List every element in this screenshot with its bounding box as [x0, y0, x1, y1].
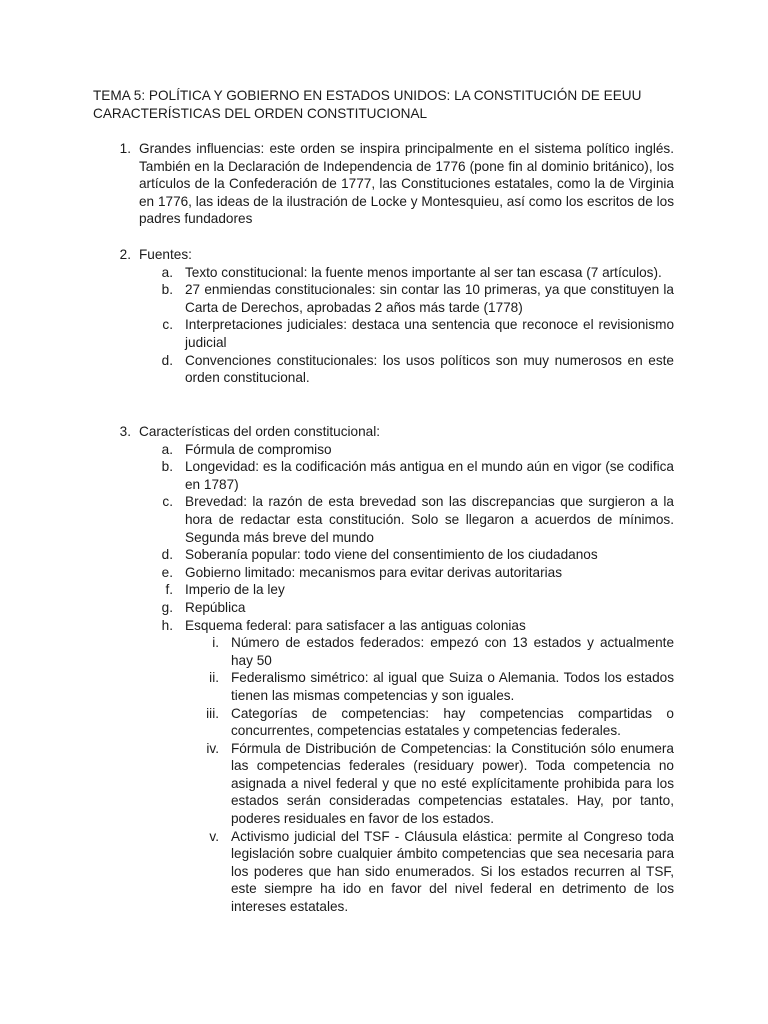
- sublist-item: [139, 264, 674, 282]
- roman-text: Categorías de competencias: hay competencias compartidas o concurrentes, competencias estatales y competencias federales.: [231, 705, 674, 739]
- sublist-text: Esquema federal: para satisfacer a las antiguas colonias: [185, 617, 526, 633]
- sublist-label: d.: [161, 547, 173, 563]
- roman-text: Fórmula de Distribución de Competencias: la Constitución sólo enumera las competencias federales (residuary power). Toda competencia no asignada a nivel federal y que no esté explícitamente prohibida para los estados serán consideradas competencias estatales. Hay, por tanto, poderes residuales en favor de los estados.: [231, 740, 674, 827]
- sublist-label: g.: [161, 599, 173, 615]
- list-item-body: [139, 246, 674, 387]
- roman-label: iii.: [206, 705, 219, 721]
- sublist-item: [139, 352, 674, 387]
- sublist-label: b.: [161, 282, 173, 298]
- roman-label: ii.: [209, 670, 219, 686]
- roman-list-item: [185, 740, 674, 828]
- sublist-text: Interpretaciones judiciales: destaca una sentencia que reconoce el revisionismo judicial: [185, 317, 674, 350]
- title-line-2: CARACTERÍSTICAS DEL ORDEN CONSTITUCIONAL: [93, 105, 428, 121]
- sublist-item: [139, 581, 674, 599]
- sublist-label: b.: [161, 459, 173, 475]
- roman-text: Federalismo simétrico: al igual que Suiza o Alemania. Todos los estados tienen las mismas competencias y son iguales.: [231, 670, 674, 703]
- sublist-item: [139, 493, 674, 546]
- list-number: 3.: [119, 424, 131, 439]
- roman-list-item: [185, 669, 674, 704]
- sublist-item: [139, 546, 674, 564]
- sublist-text: Imperio de la ley: [185, 582, 285, 598]
- sublist-item: [139, 599, 674, 617]
- list-number: 2.: [119, 247, 131, 262]
- roman-list-item: [185, 828, 674, 916]
- sublist-label: h.: [161, 617, 173, 633]
- sublist-label: a.: [161, 264, 173, 280]
- roman-list-item: [185, 634, 674, 669]
- sublist-text: República: [185, 599, 246, 615]
- sublist-text: Soberanía popular: todo viene del consentimiento de los ciudadanos: [185, 547, 598, 563]
- list-item-text: Características del orden constitucional:: [139, 424, 381, 439]
- sublist-label: c.: [162, 317, 173, 333]
- roman-text: Activismo judicial del TSF - Cláusula elástica: permite al Congreso toda legislación sobre cualquier ámbito competencias que sea necesaria para los poderes que han sido enumerados. Si los estados recurren al TSF, este siempre ha ido en favor del nivel federal en detrimento de los intereses estatales.: [231, 828, 674, 915]
- sublist-item: [139, 564, 674, 582]
- sublist-text: Gobierno limitado: mecanismos para evitar derivas autoritarias: [185, 564, 563, 580]
- title-line-1: TEMA 5: POLÍTICA Y GOBIERNO EN ESTADOS UNIDOS: LA CONSTITUCIÓN DE EEUU: [93, 88, 642, 103]
- sublist-label: e.: [161, 564, 173, 580]
- list-number: 1.: [119, 141, 131, 156]
- sublist-item: [139, 458, 674, 493]
- sublist-label: a.: [161, 441, 173, 457]
- roman-label: v.: [209, 828, 219, 844]
- list-item-3: [93, 423, 674, 916]
- sublist-item: [139, 316, 674, 351]
- sublist-text: Fórmula de compromiso: [185, 441, 332, 457]
- sublist-label: c.: [162, 494, 173, 510]
- roman-text: Número de estados federados: empezó con 13 estados y actualmente hay 50: [231, 635, 674, 668]
- sublist-text: 27 enmiendas constitucionales: sin contar las 10 primeras, ya que constituyen la Carta de Derechos, aprobadas 2 años más tarde (1778): [185, 282, 674, 315]
- list-item-body: [139, 423, 674, 916]
- list-item-text: Fuentes:: [139, 247, 192, 262]
- list-item-1: [93, 140, 674, 228]
- sublist-label: d.: [161, 352, 173, 368]
- sublist-item: [139, 281, 674, 316]
- sublist-text: Longevidad: es la codificación más antigua en el mundo aún en vigor (se codifica en 1787): [185, 459, 674, 492]
- sublist-text: Brevedad: la razón de esta brevedad son las discrepancias que surgieron a la hora de redactar esta constitución. Solo se llegaron a acuerdos de mínimos. Segunda más breve del mundo: [185, 494, 674, 545]
- sublist-item: [139, 617, 674, 916]
- list-item-text: Grandes influencias: este orden se inspira principalmente en el sistema político inglés. También en la Declaración de Independencia de 1776 (pone fin al dominio británico), los artículos de la Confederación de 1777, las Constituciones estatales, como la de Virginia en 1776, las ideas de la ilustración de Locke y Montesquieu, así como los escritos de los padres fundadores: [139, 141, 674, 227]
- sublist-label: f.: [165, 582, 173, 598]
- roman-sublist: [185, 634, 674, 916]
- roman-label: i.: [212, 635, 219, 651]
- roman-label: iv.: [206, 740, 219, 756]
- roman-list-item: [185, 705, 674, 740]
- sublist-item: [139, 441, 674, 459]
- sublist-text: Texto constitucional: la fuente menos importante al ser tan escasa (7 artículos).: [185, 264, 662, 280]
- list-item-2: [93, 246, 674, 387]
- document-title: [93, 87, 683, 122]
- sublist-text: Convenciones constitucionales: los usos políticos son muy numerosos en este orden constitucional.: [185, 352, 674, 386]
